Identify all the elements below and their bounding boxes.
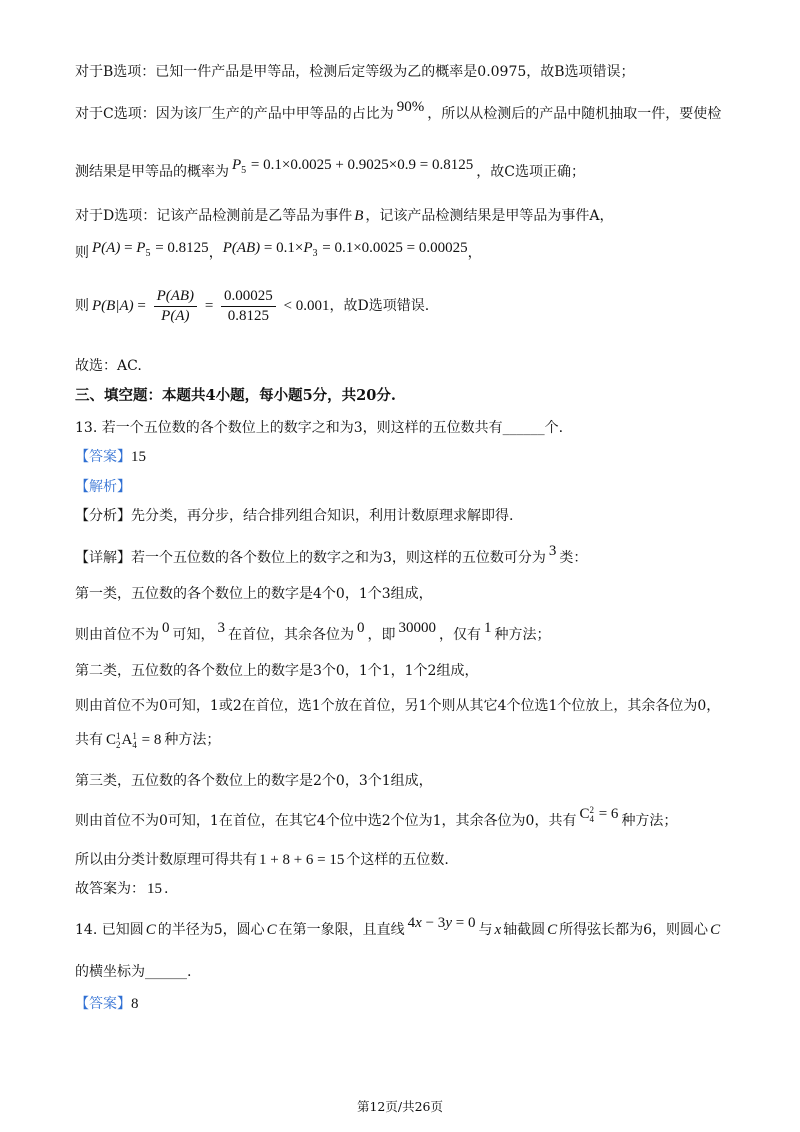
p3-sub: 3 [312, 248, 318, 259]
pa-term: P(A) [92, 240, 121, 256]
answer-value: 8 [131, 996, 139, 1012]
option-c-text-2: 测结果是甲等品的概率为 [75, 164, 229, 180]
q13-answer-line [75, 447, 146, 467]
c-letter: C [579, 806, 590, 822]
circle-c: C [547, 922, 558, 938]
case2-count-post: 种方法； [164, 732, 221, 748]
formula-var: P [232, 157, 242, 173]
p5-var: P [136, 240, 146, 256]
q14-stem-line-1 [75, 915, 722, 940]
sum-post: 个这样的五位数. [346, 852, 449, 868]
case3-post: 种方法； [621, 813, 678, 829]
q13-case2: 第二类，五位数的各个数位上的数字是3个0，1个1，1个2组成， [75, 663, 479, 679]
var-y: y [445, 915, 452, 931]
comparison: < 0.001 [279, 297, 330, 314]
rhs: = 0 [451, 915, 476, 931]
option-d-line-2 [75, 238, 482, 260]
q13-detail-intro [75, 543, 588, 568]
eq-sign: = [201, 297, 218, 314]
option-d-conclusion: ，故D选项错误. [329, 297, 430, 314]
q13-case3: 第三类，五位数的各个数位上的数字是2个0，3个1组成， [75, 773, 433, 789]
q14-text: 14. 已知圆 [75, 922, 144, 938]
eq-sign: = [120, 240, 137, 256]
c-letter: C [106, 732, 117, 748]
q13-case3-reason [75, 804, 678, 831]
fraction-symbolic [154, 287, 197, 326]
c-indices [116, 732, 121, 750]
analysis-tag: 【解析】 [75, 479, 131, 495]
q13-case2-count [75, 730, 220, 750]
option-c-line-1 [75, 99, 722, 124]
q14-answer-line [75, 994, 139, 1014]
case1-digit: 0 [162, 620, 170, 636]
pa-formula [92, 240, 209, 259]
case1-text: 则由首位不为 [75, 627, 159, 643]
then-text: 则 [75, 245, 89, 261]
c-sup: 1 [116, 730, 121, 741]
sum-formula: 1 + 8 + 6 = 15 [259, 852, 345, 868]
case2-count-pre: 共有 [75, 732, 103, 748]
a-indices [132, 732, 137, 750]
formula-rhs: = 0.1×0.0025 + 0.9025×0.9 = 0.8125 [247, 157, 474, 173]
conditional-prob-formula [92, 288, 330, 324]
circle-c: C [266, 922, 277, 938]
q14-text: 所得弦长都为6，则圆心 [559, 922, 709, 938]
detail-intro-text: 【详解】若一个五位数的各个数位上的数字之和为3，则这样的五位数可分为 [75, 550, 546, 566]
pab-formula [222, 240, 468, 259]
p5-sub: 5 [145, 248, 151, 259]
x-axis-var: x [494, 922, 502, 938]
sum-pre: 所以由分类计数原理可得共有 [75, 852, 257, 868]
pab-mid: = 0.1× [260, 240, 304, 256]
option-c-line-2 [75, 157, 585, 184]
option-c-conclusion: ，故C选项正确； [476, 164, 585, 180]
option-d-line-3 [75, 287, 429, 326]
q13-case1: 第一类，五位数的各个数位上的数字是4个0，1个3组成， [75, 586, 433, 602]
pab-value: = 0.1×0.0025 = 0.00025 [318, 240, 468, 256]
eq-sign: = [133, 297, 150, 314]
circle-c: C [710, 922, 721, 938]
comma: ， [208, 245, 223, 261]
fraction-numerator: 0.00025 [221, 287, 276, 307]
option-d-line-1 [75, 206, 614, 226]
option-c-text: 对于C选项：因为该厂生产的产品中甲等品的占比为 [75, 106, 394, 122]
fraction-numeric [221, 287, 276, 326]
c-sup: 2 [589, 804, 594, 815]
event-b: B [354, 208, 364, 224]
p5-formula [232, 157, 474, 176]
c-sub: 4 [589, 813, 594, 824]
choice-line [75, 356, 142, 376]
choice-text: 故选：AC. [75, 358, 142, 374]
q13-final [75, 879, 168, 899]
q13-case1-reason [75, 620, 551, 645]
answer-tag: 【答案】 [75, 449, 131, 465]
case1-number: 30000 [398, 620, 436, 636]
line-equation [408, 915, 476, 931]
q14-text: 与 [478, 922, 493, 938]
q13-fenxi: 【分析】先分类，再分步，结合排列组合知识，利用计数原理求解即得. [75, 508, 514, 524]
formula-value: = 6 [594, 806, 619, 822]
c-sub: 2 [116, 739, 121, 750]
option-d-text-cont: ，记该产品检测结果是甲等品为事件A， [365, 208, 614, 224]
case1-text: ，仅有 [439, 627, 481, 643]
q14-text: 轴截圆 [503, 922, 546, 938]
case1-text: 在首位，其余各位为 [228, 627, 354, 643]
coef: − 3 [421, 915, 446, 931]
case1-text: ，即 [367, 627, 396, 643]
formula-value: = 8 [137, 732, 162, 748]
answer-value: 15 [131, 449, 146, 465]
option-c-text-cont: ，所以从检测后的产品中随机抽取一件，要使检 [427, 106, 722, 122]
pba-term: P(B|A) [92, 297, 134, 314]
circle-c: C [145, 922, 156, 938]
final-post: . [164, 881, 169, 897]
c-indices [589, 806, 594, 824]
q13-sum [75, 850, 449, 870]
option-d-text: 对于D选项：记该产品检测前是乙等品为事件 [75, 208, 353, 224]
percent-value: 90% [396, 99, 425, 115]
q14-stem-line-2: 的横坐标为______. [75, 964, 192, 980]
fraction-denominator: 0.8125 [227, 308, 270, 324]
option-b-text: 对于B选项：已知一件产品是甲等品，检测后定等级为乙的概率是0.0975，故B选项错误； [75, 64, 635, 80]
case1-digit: 0 [357, 620, 365, 636]
pa-value: = 0.8125 [151, 240, 209, 256]
case1-text: 可知， [172, 627, 215, 643]
a-sub: 4 [132, 739, 137, 750]
case3-reason-text: 则由首位不为0可知，1在首位，在其它4个位中选2个位为1，其余各位为0，共有 [75, 813, 577, 829]
a-sup: 1 [132, 730, 137, 741]
combination-formula [579, 806, 618, 822]
pab-term: P(AB) [222, 240, 261, 256]
detail-intro-end: 类： [559, 550, 588, 566]
case1-text: 种方法； [494, 627, 551, 643]
formula-sub: 5 [241, 165, 247, 176]
coef: 4 [407, 915, 416, 931]
page-number: 第12页/共26页 [356, 1099, 444, 1114]
final-value: 15 [147, 881, 162, 897]
q13-case2-reason: 则由首位不为0可知，1或2在首位，选1个放在首位，另1个则从其它4个位选1个位放上，其余各位为0， [75, 698, 721, 714]
a-letter: A [121, 732, 133, 748]
q14-text: 在第一象限，且直线 [278, 922, 405, 938]
p3-var: P [303, 240, 313, 256]
section-heading: 三、填空题：本题共4小题，每小题5分，共20分. [75, 387, 396, 404]
case1-digit: 3 [217, 620, 225, 636]
category-count: 3 [548, 543, 557, 559]
var-x: x [415, 915, 422, 931]
then-text: 则 [75, 297, 89, 314]
answer-tag: 【答案】 [75, 996, 131, 1012]
q13-stem: 13. 若一个五位数的各个数位上的数字之和为3，则这样的五位数共有______个. [75, 420, 564, 436]
comma: ， [467, 245, 482, 261]
combination-formula [106, 732, 161, 748]
case1-digit: 1 [484, 620, 492, 636]
fraction-numerator: P(AB) [154, 287, 197, 307]
final-pre: 故答案为： [75, 881, 145, 897]
q14-text: 的半径为5，圆心 [157, 922, 265, 938]
fraction-denominator: P(A) [161, 308, 190, 324]
option-b-line [75, 62, 635, 82]
